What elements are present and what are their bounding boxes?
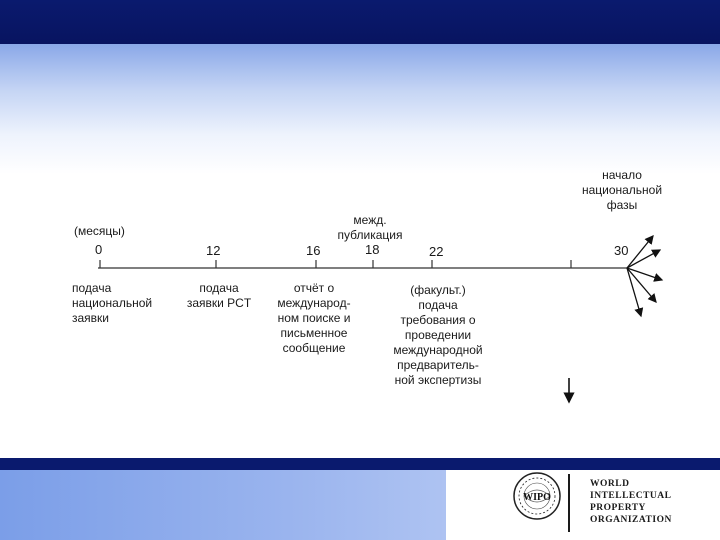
month-22-number: 22 [429, 244, 444, 259]
unit-label: (месяцы) [74, 224, 125, 238]
wordmark-line-3: PROPERTY [590, 503, 646, 513]
logo-divider [568, 474, 570, 532]
national-phase-arrows [627, 236, 662, 316]
national-phase-label: начало национальной фазы [581, 168, 663, 212]
pct-filing-label: подача заявки PCT [186, 281, 252, 310]
footer-stripe [0, 458, 720, 470]
month-0-number: 0 [95, 242, 103, 257]
month-18-number: 18 [365, 242, 380, 257]
wordmark-line-2: INTELLECTUAL [590, 491, 672, 501]
wordmark-line-1: WORLD [590, 479, 630, 489]
intl-publication-label: межд. публикация [337, 213, 403, 242]
wipo-wordmark [590, 478, 700, 526]
wordmark-line-4: ORGANIZATION [590, 515, 672, 525]
month-12-number: 12 [206, 243, 221, 258]
demand-filing-label: (факульт.) подача требования о проведении международной предваритель- ной экспертизы [393, 283, 483, 387]
month-16-number: 16 [306, 243, 321, 258]
month-30-number: 30 [614, 243, 629, 258]
wipo-emblem-icon [512, 470, 562, 524]
national-filing-label: подача национальной заявки [72, 281, 153, 325]
search-report-label: отчёт о международ- ном поиске и письменное сообщение [277, 281, 351, 355]
emblem-text: WIPO [523, 492, 551, 503]
